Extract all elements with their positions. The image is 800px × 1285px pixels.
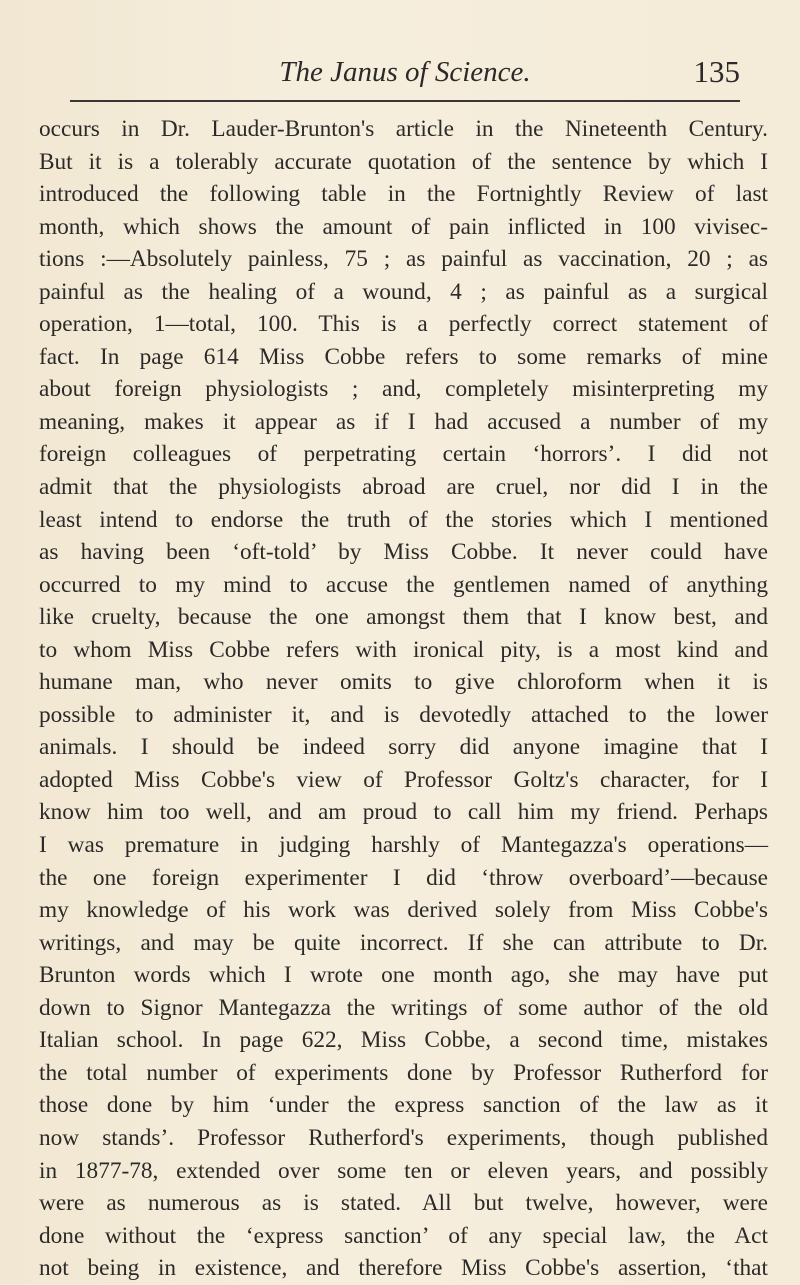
text-line: fact. In page 614 Miss Cobbe refers to some remarks of mine [39, 343, 768, 370]
text-line: the total number of experiments done by Professor Rutherford for [39, 1059, 768, 1086]
text-line: to whom Miss Cobbe refers with ironical pity, is a most kind and [39, 636, 768, 663]
text-line: in 1877-78, extended over some ten or eleven years, and possibly [39, 1157, 768, 1184]
text-line: tions :—Absolutely painless, 75 ; as painful as vaccination, 20 ; as [39, 246, 768, 273]
text-line: occurs in Dr. Lauder-Brunton's article in the Nineteenth Century. [39, 116, 768, 142]
text-line: like cruelty, because the one amongst them that I know best, and [39, 604, 768, 631]
text-line: about foreign physiologists ; and, completely misinterpreting my [39, 376, 768, 403]
text-line: writings, and may be quite incorrect. If she can attribute to Dr. [39, 929, 768, 956]
text-line: month, which shows the amount of pain inflicted in 100 vivisec- [39, 213, 768, 240]
text-line: possible to administer it, and is devotedly attached to the lower [39, 701, 768, 728]
text-line: operation, 1—total, 100. This is a perfectly correct statement of [39, 311, 768, 338]
text-line: animals. I should be indeed sorry did anyone imagine that I [39, 734, 768, 761]
text-line: occurred to my mind to accuse the gentlemen named of anything [39, 571, 768, 598]
text-line: know him too well, and am proud to call him my friend. Perhaps [39, 799, 768, 826]
text-line: foreign colleagues of perpetrating certain ‘horrors’. I did not [39, 441, 768, 468]
text-line: But it is a tolerably accurate quotation of the sentence by which I [39, 148, 768, 175]
text-line: the one foreign experimenter I did ‘throw overboard’—because [39, 864, 768, 891]
text-line: humane man, who never omits to give chloroform when it is [39, 669, 768, 696]
text-line: those done by him ‘under the express sanction of the law as it [39, 1092, 768, 1119]
running-head [70, 50, 740, 94]
text-line: I was premature in judging harshly of Mantegazza's operations— [39, 832, 768, 859]
text-line: least intend to endorse the truth of the stories which I mentioned [39, 506, 768, 533]
text-line: now stands’. Professor Rutherford's experiments, though published [39, 1124, 768, 1151]
text-line: painful as the healing of a wound, 4 ; as painful as a surgical [39, 278, 768, 305]
text-line: admit that the physiologists abroad are cruel, nor did I in the [39, 474, 768, 501]
text-line: done without the ‘express sanction’ of any special law, the Act [39, 1222, 768, 1249]
running-title: The Janus of Science. [279, 56, 531, 88]
page-number: 135 [693, 54, 740, 89]
text-line: Italian school. In page 622, Miss Cobbe, a second time, mistakes [39, 1027, 768, 1054]
text-line: Brunton words which I wrote one month ago, she may have put [39, 962, 768, 989]
text-line: my knowledge of his work was derived solely from Miss Cobbe's [39, 897, 768, 924]
text-line: adopted Miss Cobbe's view of Professor Goltz's character, for I [39, 766, 768, 793]
text-line: down to Signor Mantegazza the writings of some author of the old [39, 994, 768, 1021]
text-line: introduced the following table in the Fortnightly Review of last [39, 181, 768, 208]
text-line: meaning, makes it appear as if I had accused a number of my [39, 408, 768, 435]
body-text [39, 113, 768, 1285]
text-line: as having been ‘oft-told’ by Miss Cobbe. It never could have [39, 539, 768, 566]
header-rule [70, 100, 740, 102]
text-line: not being in existence, and therefore Miss Cobbe's assertion, ‘that [39, 1255, 768, 1282]
text-line: were as numerous as is stated. All but twelve, however, were [39, 1190, 768, 1217]
